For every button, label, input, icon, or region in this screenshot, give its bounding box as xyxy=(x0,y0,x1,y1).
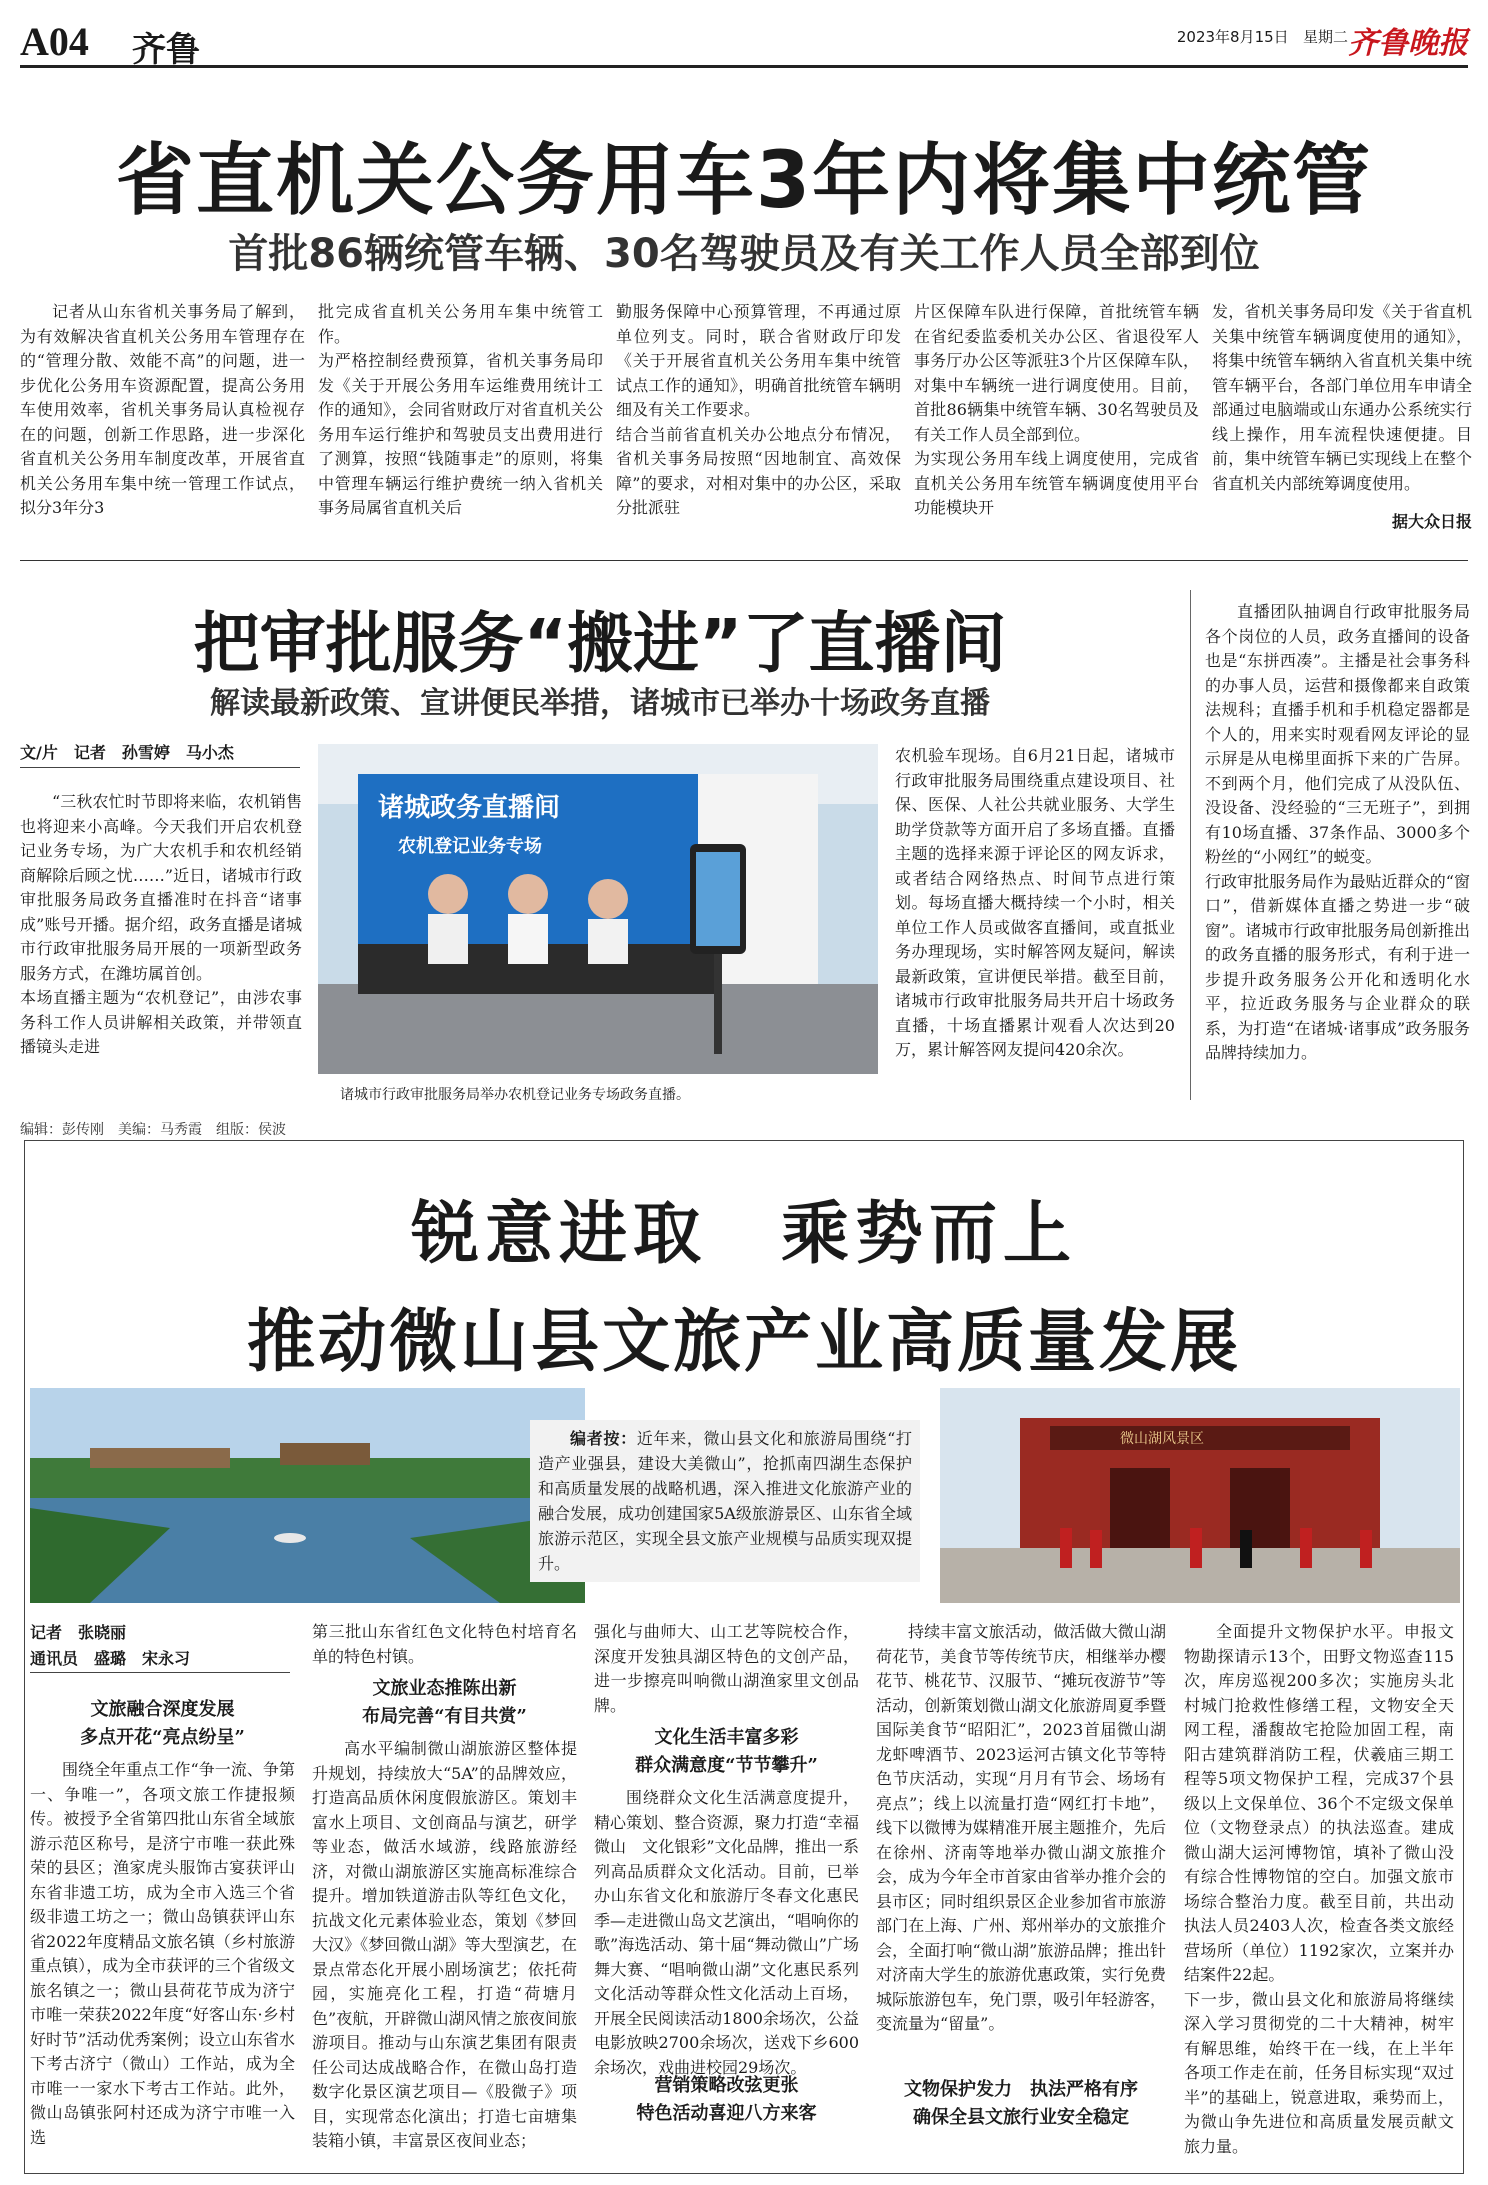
feature-column-2-lead: 第三批山东省红色文化特色村培育名单的特色村镇。 xyxy=(312,1622,577,1666)
editor-note-label: 编者按： xyxy=(570,1429,637,1448)
feature-subtitle-1-line2: 多点开花“亮点纷呈” xyxy=(80,1727,245,1748)
livestream-banner-subtitle: 农机登记业务专场 xyxy=(398,836,542,857)
feature-column-1-text: 围绕全年重点工作“争一流、争第一、争唯一”，各项文旅工作捷报频传。被授予全省第四批山东省全域旅游示范区称号，是济宁市唯一获此殊荣的县区；渔家虎头服饰古宴获评山东省非遗工坊，成为全市入选三个省级非遗工坊之一；微山岛镇获评山东省2022年度精品文旅名镇（乡村旅游重点镇），成为全市获评的三个省级文旅名镇之一；微山县荷花节成为济宁市唯一荣获2022年度“好客山东·乡村好时节”活动优秀案例；设立山东省水下考古济宁（微山）工作站，成为全市唯一一家水下考古工作站。此外，微山岛镇张阿村还成为济宁市唯一入选 xyxy=(30,1760,295,2147)
feature-column-4 xyxy=(876,1620,1166,2160)
article1-headline: 省直机关公务用车3年内将集中统管 xyxy=(115,136,1373,226)
ceremony-photo xyxy=(940,1388,1460,1603)
feature-subtitle-1-line1: 文旅融合深度发展 xyxy=(90,1699,235,1720)
feature-subtitle-5-line2: 确保全县文旅行业安全稳定 xyxy=(913,2107,1129,2128)
issue-weekday: 星期二 xyxy=(1302,28,1348,46)
feature-subtitle-4-line1: 营销策略改弦更张 xyxy=(654,2075,799,2096)
section-name: 齐鲁 xyxy=(132,30,200,70)
article2-column-3: 直播团队抽调自行政审批服务局各个岗位的人员，政务直播间的设备也是“东拼西凑”。主播是社会事务科的办事人员，运营和摄像都来自政策法规科；直播手机和手机稳定器都是个人的，用来实时观看网友评论的显示屏是从电梯里面拆下来的广告屏。不到两个月，他们完成了从没队伍、没设备、没经验的“三无班子”，到拥有10场直播、37条作品、3000多个粉丝的“小网红”的蜕变。 行政审批服务局作为最贴近群众的“窗口”，借新媒体直播之势进一步“破窗”。诸城市行政审批服务局创新推出的政务直播的服务形式，有利于进一步提升政务服务公开化和透明化水平，拉近政务服务与企业群众的联系，为打造“在诸城·诸事成”政务服务品牌持续加力。 xyxy=(1205,602,1470,1062)
feature-authors xyxy=(30,1620,290,1673)
newspaper-logo: 齐鲁晚报 xyxy=(1348,26,1468,61)
article1-column-4: 片区保障车队进行保障，首批统管车辆在省纪委监委机关办公区、省退役军人事务厅办公区等派驻3个片区保障车队，对集中车辆统一进行调度使用。目前，首批86辆集中统管车辆、30名驾驶员及有关工作人员全部到位。 为实现公务用车线上调度使用，完成省直机关公务用车统管车辆调度使用平台功能模块开 xyxy=(914,302,1199,517)
feature-subtitle-3-line2: 群众满意度“节节攀升” xyxy=(635,1755,818,1776)
article1-column-3: 勤服务保障中心预算管理，不再通过原单位列支。同时，联合省财政厅印发《关于开展省直机关公务用车集中统管试点工作的通知》，明确首批统管车辆明细及有关工作要求。 结合当前省直机关办公地点分布情况，省机关事务局按照“因地制宜、高效保障”的要求，对相对集中的办公区，采取分批派驻 xyxy=(616,302,901,517)
feature-column-5: 全面提升文物保护水平。申报文物勘探请示13个，田野文物巡查115次，库房巡视200多次；实施房头北村城门抢救性修缮工程，文物安全天网工程，潘馥故宅抢险加固工程，南阳古建筑群消防工程，伏羲庙三期工程等5项文物保护工程，完成37个县级以上文保单位、36个不定级文保单位（文物登录点）的执法巡查。建成微山湖大运河博物馆，填补了微山没有综合性博物馆的空白。加强文旅市场综合整治力度。截至目前，共出动执法人员2403人次，检查各类文旅经营场所（单位）1192家次，立案并办结案件22起。 下一步，微山县文化和旅游局将继续深入学习贯彻党的二十大精神，树牢有解思维，始终干在一线，在上半年各项工作走在前，任务目标实现“双过半”的基础上，锐意进取，乘势而上，为微山争先进位和高质量发展贡献文旅力量。 xyxy=(1184,1622,1454,2156)
article2-subheadline: 解读最新政策、宣讲便民举措，诸城市已举办十场政务直播 xyxy=(210,686,990,721)
feature-column-2 xyxy=(312,1620,577,2160)
feature-column-3-lead: 强化与曲师大、山工艺等院校合作，深度开发独具湖区特色的文创产品，进一步擦亮叫响微山湖渔家里文创品牌。 xyxy=(594,1622,859,1715)
lake-photo-graphic xyxy=(30,1388,585,1603)
section-divider xyxy=(20,560,1468,561)
livestream-photo-graphic xyxy=(318,744,878,1074)
article1-column-2: 批完成省直机关公务用车集中统管工作。 为严格控制经费预算，省机关事务局印发《关于开展公务用车运维费用统计工作的通知》，会同省财政厅对省直机关公务用车运行维护和驾驶员支出费用进行了测算，按照“钱随事走”的原则，将集中管理车辆运行维护费统一纳入省机关事务局属省直机关后 xyxy=(318,302,603,517)
feature-column-4-text: 持续丰富文旅活动，做活做大微山湖荷花节，美食节等传统节庆，相继举办樱花节、桃花节、汉服节、“摊玩夜游节”等活动，创新策划微山湖文化旅游周夏季暨国际美食节“昭阳汇”，2023首届微山湖龙虾啤酒节、2023运河古镇文化节等特色节庆活动，实现“月月有节会、场场有亮点”；线上以流量打造“网红打卡地”，线下以微博为媒精准开展主题推介，先后在徐州、济南等地举办微山湖文旅推介会，成为今年全市首家由省举办推介会的县市区；同时组织景区企业参加省市旅游部门在上海、广州、郑州举办的文旅推介会，全面打响“微山湖”旅游品牌；推出针对济南大学生的旅游优惠政策，实行免费城际旅游包车，免门票，吸引年轻游客，变流量为“留量”。 xyxy=(876,1622,1166,2033)
article1-subheadline: 首批86辆统管车辆、30名驾驶员及有关工作人员全部到位 xyxy=(228,231,1260,277)
editor-note xyxy=(530,1420,920,1582)
feature-subtitle-5 xyxy=(876,2076,1166,2132)
feature-column-3 xyxy=(594,1620,859,2160)
feature-subtitle-2-line2: 布局完善“有目共赏” xyxy=(362,1706,527,1727)
masthead xyxy=(20,8,1468,68)
feature-subtitle-1 xyxy=(30,1696,295,1752)
article2-column-2: 农机验车现场。自6月21日起，诸城市行政审批服务局围绕重点建设项目、社保、医保、人社公共就业服务、大学生助学贷款等方面开启了多场直播。直播主题的选择来源于评论区的网友诉求，或者结合网络热点、时间节点进行策划。每场直播大概持续一个小时，相关单位工作人员或做客直播间，或直抵业务办理现场，实时解答网友疑问，解读最新政策，宣讲便民举措。截至目前，诸城市行政审批服务局共开启十场政务直播，十场直播累计观看人次达到20万，累计解答网友提问420余次。 xyxy=(895,746,1175,1059)
column-rule xyxy=(1190,590,1191,1100)
photo-caption: 诸城市行政审批服务局举办农机登记业务专场政务直播。 xyxy=(340,1087,690,1103)
editor-note-text: 近年来，微山县文化和旅游局围绕“打造产业强县，建设大美微山”，抢抓南四湖生态保护和高质量发展的战略机遇，深入推进文化旅游产业的融合发展，成功创建国家5A级旅游景区、山东省全域旅游示范区，实现全县文旅产业规模与品质实现双提升。 xyxy=(538,1429,912,1573)
feature-correspondents: 通讯员 盛璐 宋永习 xyxy=(30,1649,191,1668)
livestream-photo xyxy=(318,744,878,1074)
feature-subtitle-4-line2: 特色活动喜迎八方来客 xyxy=(636,2103,817,2124)
ceremony-photo-graphic xyxy=(940,1388,1460,1603)
article1-column-1: 记者从山东省机关事务局了解到，为有效解决省直机关公务用车管理存在的“管理分散、效能不高”的问题，进一步优化公务用车资源配置，提高公务用车使用效率，省机关事务局认真检视存在的问题，创新工作思路，进一步深化省直机关公务用车制度改革，开展省直机关公务用车集中统一管理工作试点，拟分3年分3 xyxy=(20,302,305,517)
article2-headline: 把审批服务“搬进”了直播间 xyxy=(193,605,1007,682)
issue-date: 2023年8月15日 xyxy=(1176,28,1289,46)
editors-credit: 编辑：彭传刚 美编：马秀霞 组版：侯波 xyxy=(20,1122,286,1138)
feature-reporter: 记者 张晓丽 xyxy=(30,1623,127,1642)
article1-source: 据大众日报 xyxy=(1391,512,1472,531)
feature-subtitle-3 xyxy=(594,1724,859,1780)
article2-byline: 文/片 记者 孙雪婷 马小杰 xyxy=(20,740,300,768)
gate-sign: 微山湖风景区 xyxy=(1120,1431,1204,1447)
article2-column-1: “三秋农忙时节即将来临，农机销售也将迎来小高峰。今天我们开启农机登记业务专场，为广大农机手和农机经销商解除后顾之忧……”近日，诸城市行政审批服务局政务直播准时在抖音“诸事成”账号开播。据介绍，政务直播是诸城市行政审批服务局开展的一项新型政务服务方式，在潍坊属首创。 本场直播主题为“农机登记”，由涉农事务科工作人员讲解相关政策，并带领直播镜头走进 xyxy=(20,792,302,1056)
livestream-banner-title: 诸城政务直播间 xyxy=(378,793,561,823)
feature-subtitle-4 xyxy=(594,2072,859,2128)
feature-headline-line2: 推动微山县文旅产业高质量发展 xyxy=(246,1302,1241,1382)
page-number: A04 xyxy=(20,19,89,64)
feature-column-2-text: 高水平编制微山湖旅游区整体提升规划，持续放大“5A”的品牌效应，打造高品质休闲度假旅游区。策划丰富水上项目、文创商品与演艺，研学等业态，做活水域游，线路旅游经济，对微山湖旅游区实施高标准综合提升。增加铁道游击队等红色文化，抗战文化元素体验业态，策划《梦回大汉》《梦回微山湖》等大型演艺，在景点常态化开展小剧场演艺；依托荷园，实施亮化工程，打造“荷塘月色”夜航，开辟微山湖风情之旅夜间旅游项目。推动与山东演艺集团有限责任公司达成战略合作，在微山岛打造数字化景区演艺项目—《股微子》项目，实现常态化演出；打造七亩塘集装箱小镇，丰富景区夜间业态； xyxy=(312,1739,577,2150)
lake-photo xyxy=(30,1388,585,1603)
feature-subtitle-5-line1: 文物保护发力 执法严格有序 xyxy=(904,2079,1138,2100)
feature-subtitle-2 xyxy=(312,1675,577,1731)
feature-subtitle-2-line1: 文旅业态推陈出新 xyxy=(372,1678,517,1699)
feature-column-1 xyxy=(30,1690,295,2160)
feature-subtitle-3-line1: 文化生活丰富多彩 xyxy=(654,1727,799,1748)
article1-column-5: 发，省机关事务局印发《关于省直机关集中统管车辆调度使用的通知》，将集中统管车辆纳入省直机关集中统管车辆平台，各部门单位用车申请全部通过电脑端或山东通办公系统实行线上操作，用车流程快速便捷。目前，集中统管车辆已实现线上在整个省直机关内部统筹调度使用。 xyxy=(1212,302,1472,493)
feature-headline-line1: 锐意进取 乘势而上 xyxy=(410,1194,1077,1274)
feature-column-3-text: 围绕群众文化生活满意度提升，精心策划、整合资源，聚力打造“幸福微山 文化银彩”文化品牌，推出一系列高品质群众文化活动。目前，已举办山东省文化和旅游厅冬春文化惠民季—走进微山岛文艺演出，“唱响你的歌”海选活动、第十届“舞动微山”广场舞大赛、“唱响微山湖”文化惠民系列文化活动等群众性文化活动上百场，开展全民阅读活动1800余场次，公益电影放映2700余场次，送戏下乡600余场次，戏曲进校园29场次。 xyxy=(594,1788,859,2077)
date-line xyxy=(1177,26,1348,47)
